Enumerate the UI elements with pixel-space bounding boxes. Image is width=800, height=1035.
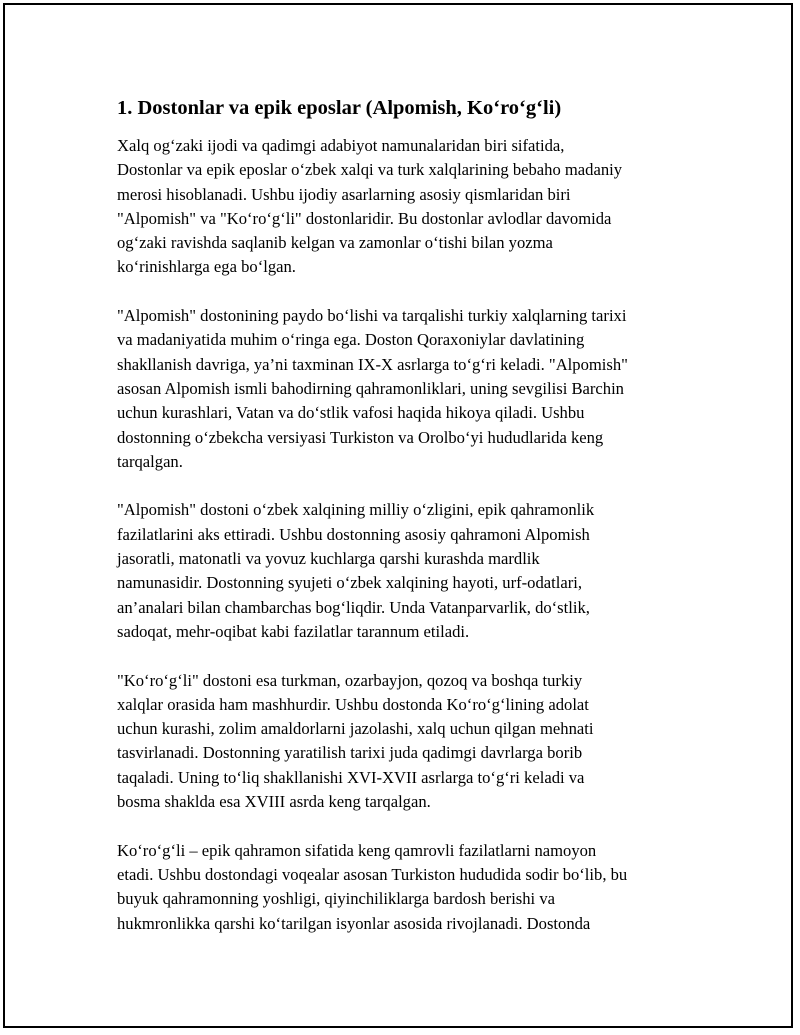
paragraph-line: uchun kurashi, zolim amaldorlarni jazolashi, xalq uchun qilgan mehnati — [117, 719, 594, 739]
paragraph-line: fazilatlarini aks ettiradi. Ushbu dostonning asosiy qahramoni Alpomish — [117, 524, 590, 544]
document-title: 1. Dostonlar va epik eposlar (Alpomish, Ko‘ro‘g‘li) — [117, 97, 562, 119]
paragraph-line: namunasidir. Dostonning syujeti o‘zbek xalqining hayoti, urf-odatlari, — [117, 573, 582, 593]
paragraph-line: uchun kurashlari, Vatan va do‘stlik vafosi haqida hikoya qiladi. Ushbu — [117, 403, 585, 423]
paragraph-line: "Alpomish" dostonining paydo bo‘lishi va tarqalishi turkiy xalqlarning tarixi — [117, 306, 627, 326]
paragraph — [117, 304, 687, 474]
paragraph — [117, 669, 687, 815]
paragraph-line: dostonning o‘zbekcha versiyasi Turkiston va Orolbo‘yi hududlarida keng — [117, 427, 604, 447]
paragraph-line: shakllanish davriga, ya’ni taxminan IX-X asrlarga to‘g‘ri keladi. "Alpomish" — [117, 354, 628, 374]
paragraph-line: og‘zaki ravishda saqlanib kelgan va zamonlar o‘tishi bilan yozma — [117, 233, 553, 253]
paragraph-line: tarqalgan. — [117, 451, 183, 471]
paragraph — [117, 839, 687, 936]
paragraph-line: an’analari bilan chambarchas bog‘liqdir. Unda Vatanparvarlik, do‘stlik, — [117, 597, 590, 617]
paragraph-line: "Alpomish" dostoni o‘zbek xalqining milliy o‘zligini, epik qahramonlik — [117, 500, 595, 520]
paragraph — [117, 498, 687, 644]
paragraphs-container — [117, 134, 687, 936]
paragraph-line: "Ko‘ro‘g‘li" dostoni esa turkman, ozarbayjon, qozoq va boshqa turkiy — [117, 670, 583, 690]
paragraph-line: hukmronlikka qarshi ko‘tarilgan isyonlar asosida rivojlanadi. Dostonda — [117, 913, 591, 933]
paragraph-line: Xalq og‘zaki ijodi va qadimgi adabiyot namunalaridan biri sifatida, — [117, 136, 565, 155]
paragraph-line: Dostonlar va epik eposlar o‘zbek xalqi va turk xalqlarining bebaho madaniy — [117, 160, 623, 180]
paragraph-line: bosma shaklda esa XVIII asrda keng tarqalgan. — [117, 792, 431, 812]
document-body — [117, 96, 687, 960]
paragraph-line: ko‘rinishlarga ega bo‘lgan. — [117, 257, 296, 277]
paragraph-line: taqaladi. Uning to‘liq shakllanishi XVI-XVII asrlarga to‘g‘ri keladi va — [117, 767, 585, 787]
paragraph-line: va madaniyatida muhim o‘ringa ega. Doston Qoraxoniylar davlatining — [117, 330, 585, 350]
paragraph-line: xalqlar orasida ham mashhurdir. Ushbu dostonda Ko‘ro‘g‘lining adolat — [117, 694, 589, 714]
paragraph-line: "Alpomish" va "Ko‘ro‘g‘li" dostonlaridir. Bu dostonlar avlodlar davomida — [117, 208, 612, 228]
paragraph-line: etadi. Ushbu dostondagi voqealar asosan Turkiston hududida sodir bo‘lib, bu — [117, 864, 628, 884]
paragraph-line: tasvirlanadi. Dostonning yaratilish tarixi juda qadimgi davrlarga borib — [117, 743, 583, 763]
paragraph — [117, 134, 687, 280]
paragraph-line: Ko‘ro‘g‘li – epik qahramon sifatida keng qamrovli fazilatlarni namoyon — [117, 840, 597, 860]
paragraph-line: merosi hisoblanadi. Ushbu ijodiy asarlarning asosiy qismlaridan biri — [117, 184, 571, 204]
paragraph-line: sadoqat, mehr-oqibat kabi fazilatlar tarannum etiladi. — [117, 621, 470, 641]
paragraph-line: buyuk qahramonning yoshligi, qiyinchiliklarga bardosh berishi va — [117, 889, 555, 909]
paragraph-line: jasoratli, matonatli va yovuz kuchlarga qarshi kurashda mardlik — [117, 549, 540, 569]
paragraph-line: asosan Alpomish ismli bahodirning qahramonliklari, uning sevgilisi Barchin — [117, 378, 624, 398]
